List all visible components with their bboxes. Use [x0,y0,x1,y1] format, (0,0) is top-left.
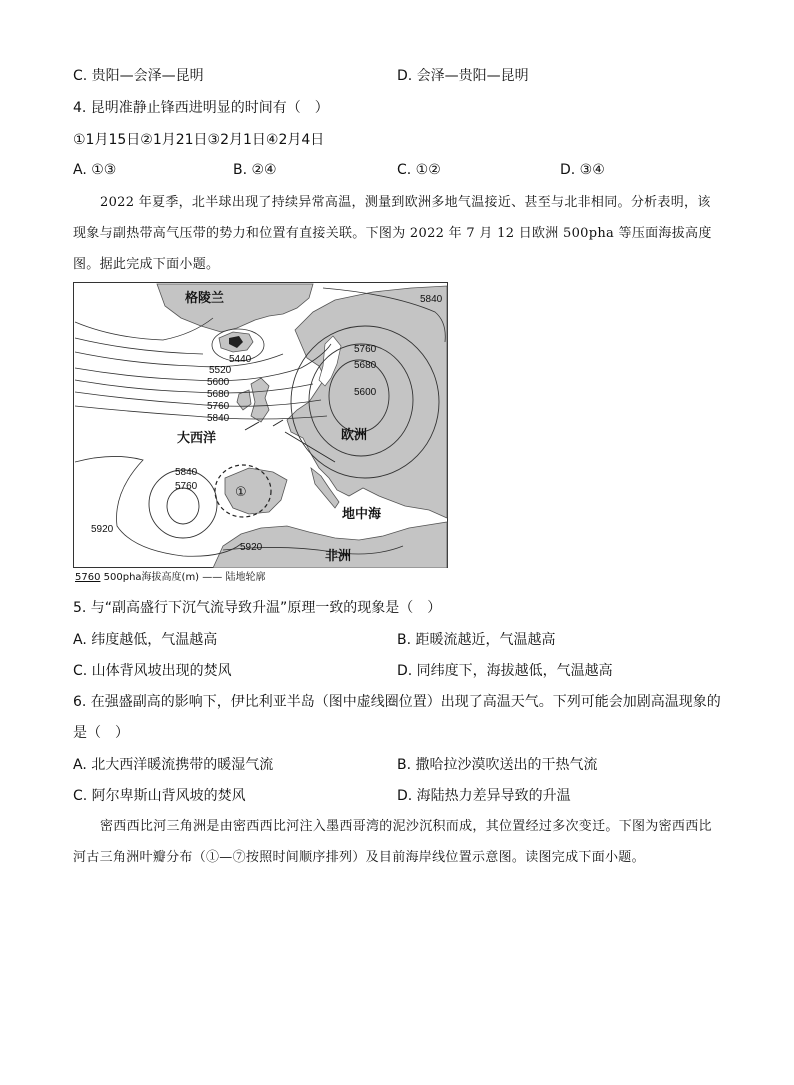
label-5840-sw: 5840 [175,467,198,478]
q3-option-d: D. 会泽—贵阳—昆明 [397,68,529,84]
label-5840-w: 5840 [207,413,230,424]
label-5680-w: 5680 [207,389,230,400]
q4-option-a: A. ①③ [73,162,117,178]
q5-option-c: C. 山体背风坡出现的焚风 [73,663,232,679]
q5-option-d: D. 同纬度下，海拔越低，气温越高 [397,663,613,679]
q6-option-d: D. 海陆热力差异导致的升温 [397,788,571,804]
label-5760-e: 5760 [354,344,377,355]
q5-option-b: B. 距暖流越近，气温越高 [397,632,556,648]
legend-coast-desc: 陆地轮廓 [225,572,266,583]
q4-option-b: B. ②④ [233,162,277,178]
q4-choices: ①1月15日②1月21日③2月1日④2月4日 [73,132,325,148]
label-mediterranean: 地中海 [342,507,382,522]
q6-option-c: C. 阿尔卑斯山背风坡的焚风 [73,788,246,804]
q3-option-c: C. 贵阳—会泽—昆明 [73,68,204,84]
label-5680-e: 5680 [354,360,377,371]
label-5920-w: 5920 [91,524,114,535]
label-5600-e: 5600 [354,387,377,398]
legend-contour-desc: 500pha海拔高度(m) [103,572,200,583]
q6-stem-line2: 是（ ） [73,725,129,741]
label-5840-ne: 5840 [420,294,443,305]
label-atlantic: 大西洋 [177,431,217,446]
map-legend [75,572,265,584]
label-5520: 5520 [209,365,232,376]
label-5600-w: 5600 [207,377,230,388]
legend-line-sample: —— [202,572,223,583]
passage-heatwave: 2022 年夏季，北半球出现了持续异常高温，测量到欧洲多地气温接近、甚至与北非相同。分析表明，该现象与副热带高气压带的势力和位置有直接关联。下图为 2022 年 7 月 12 日欧洲 500pha 等压面海拔高度图。据此完成下面小题。 [73,195,712,272]
q5-stem: 5. 与“副高盛行下沉气流导致升温”原理一致的现象是（ ） [73,600,442,616]
q4-option-d: D. ③④ [560,162,605,178]
label-circle-marker: ① [235,485,247,500]
legend-sample-value: 5760 [75,572,101,583]
label-5440: 5440 [229,354,252,365]
label-5760-sw: 5760 [175,481,198,492]
q4-stem: 4. 昆明准静止锋西进明显的时间有（ ） [73,100,329,116]
q6-stem-line1: 6. 在强盛副高的影响下，伊比利亚半岛（图中虚线圈位置）出现了高温天气。下列可能会加剧高温现象的 [73,694,721,710]
q6-option-b: B. 撒哈拉沙漠吹送出的干热气流 [397,757,598,773]
q4-option-c: C. ①② [397,162,441,178]
europe-500hpa-map [73,282,448,568]
passage-mississippi: 密西西比河三角洲是由密西西比河注入墨西哥湾的泥沙沉积而成，其位置经过多次变迁。下图为密西西比河古三角洲叶瓣分布（①—⑦按照时间顺序排列）及目前海岸线位置示意图。读图完成下面小题。 [73,819,712,865]
label-greenland: 格陵兰 [185,291,225,306]
label-europe: 欧洲 [341,428,368,443]
label-africa: 非洲 [325,549,352,564]
label-5920-s: 5920 [240,542,263,553]
q5-option-a: A. 纬度越低，气温越高 [73,632,218,648]
label-5760-w: 5760 [207,401,230,412]
q6-option-a: A. 北大西洋暖流携带的暖湿气流 [73,757,274,773]
